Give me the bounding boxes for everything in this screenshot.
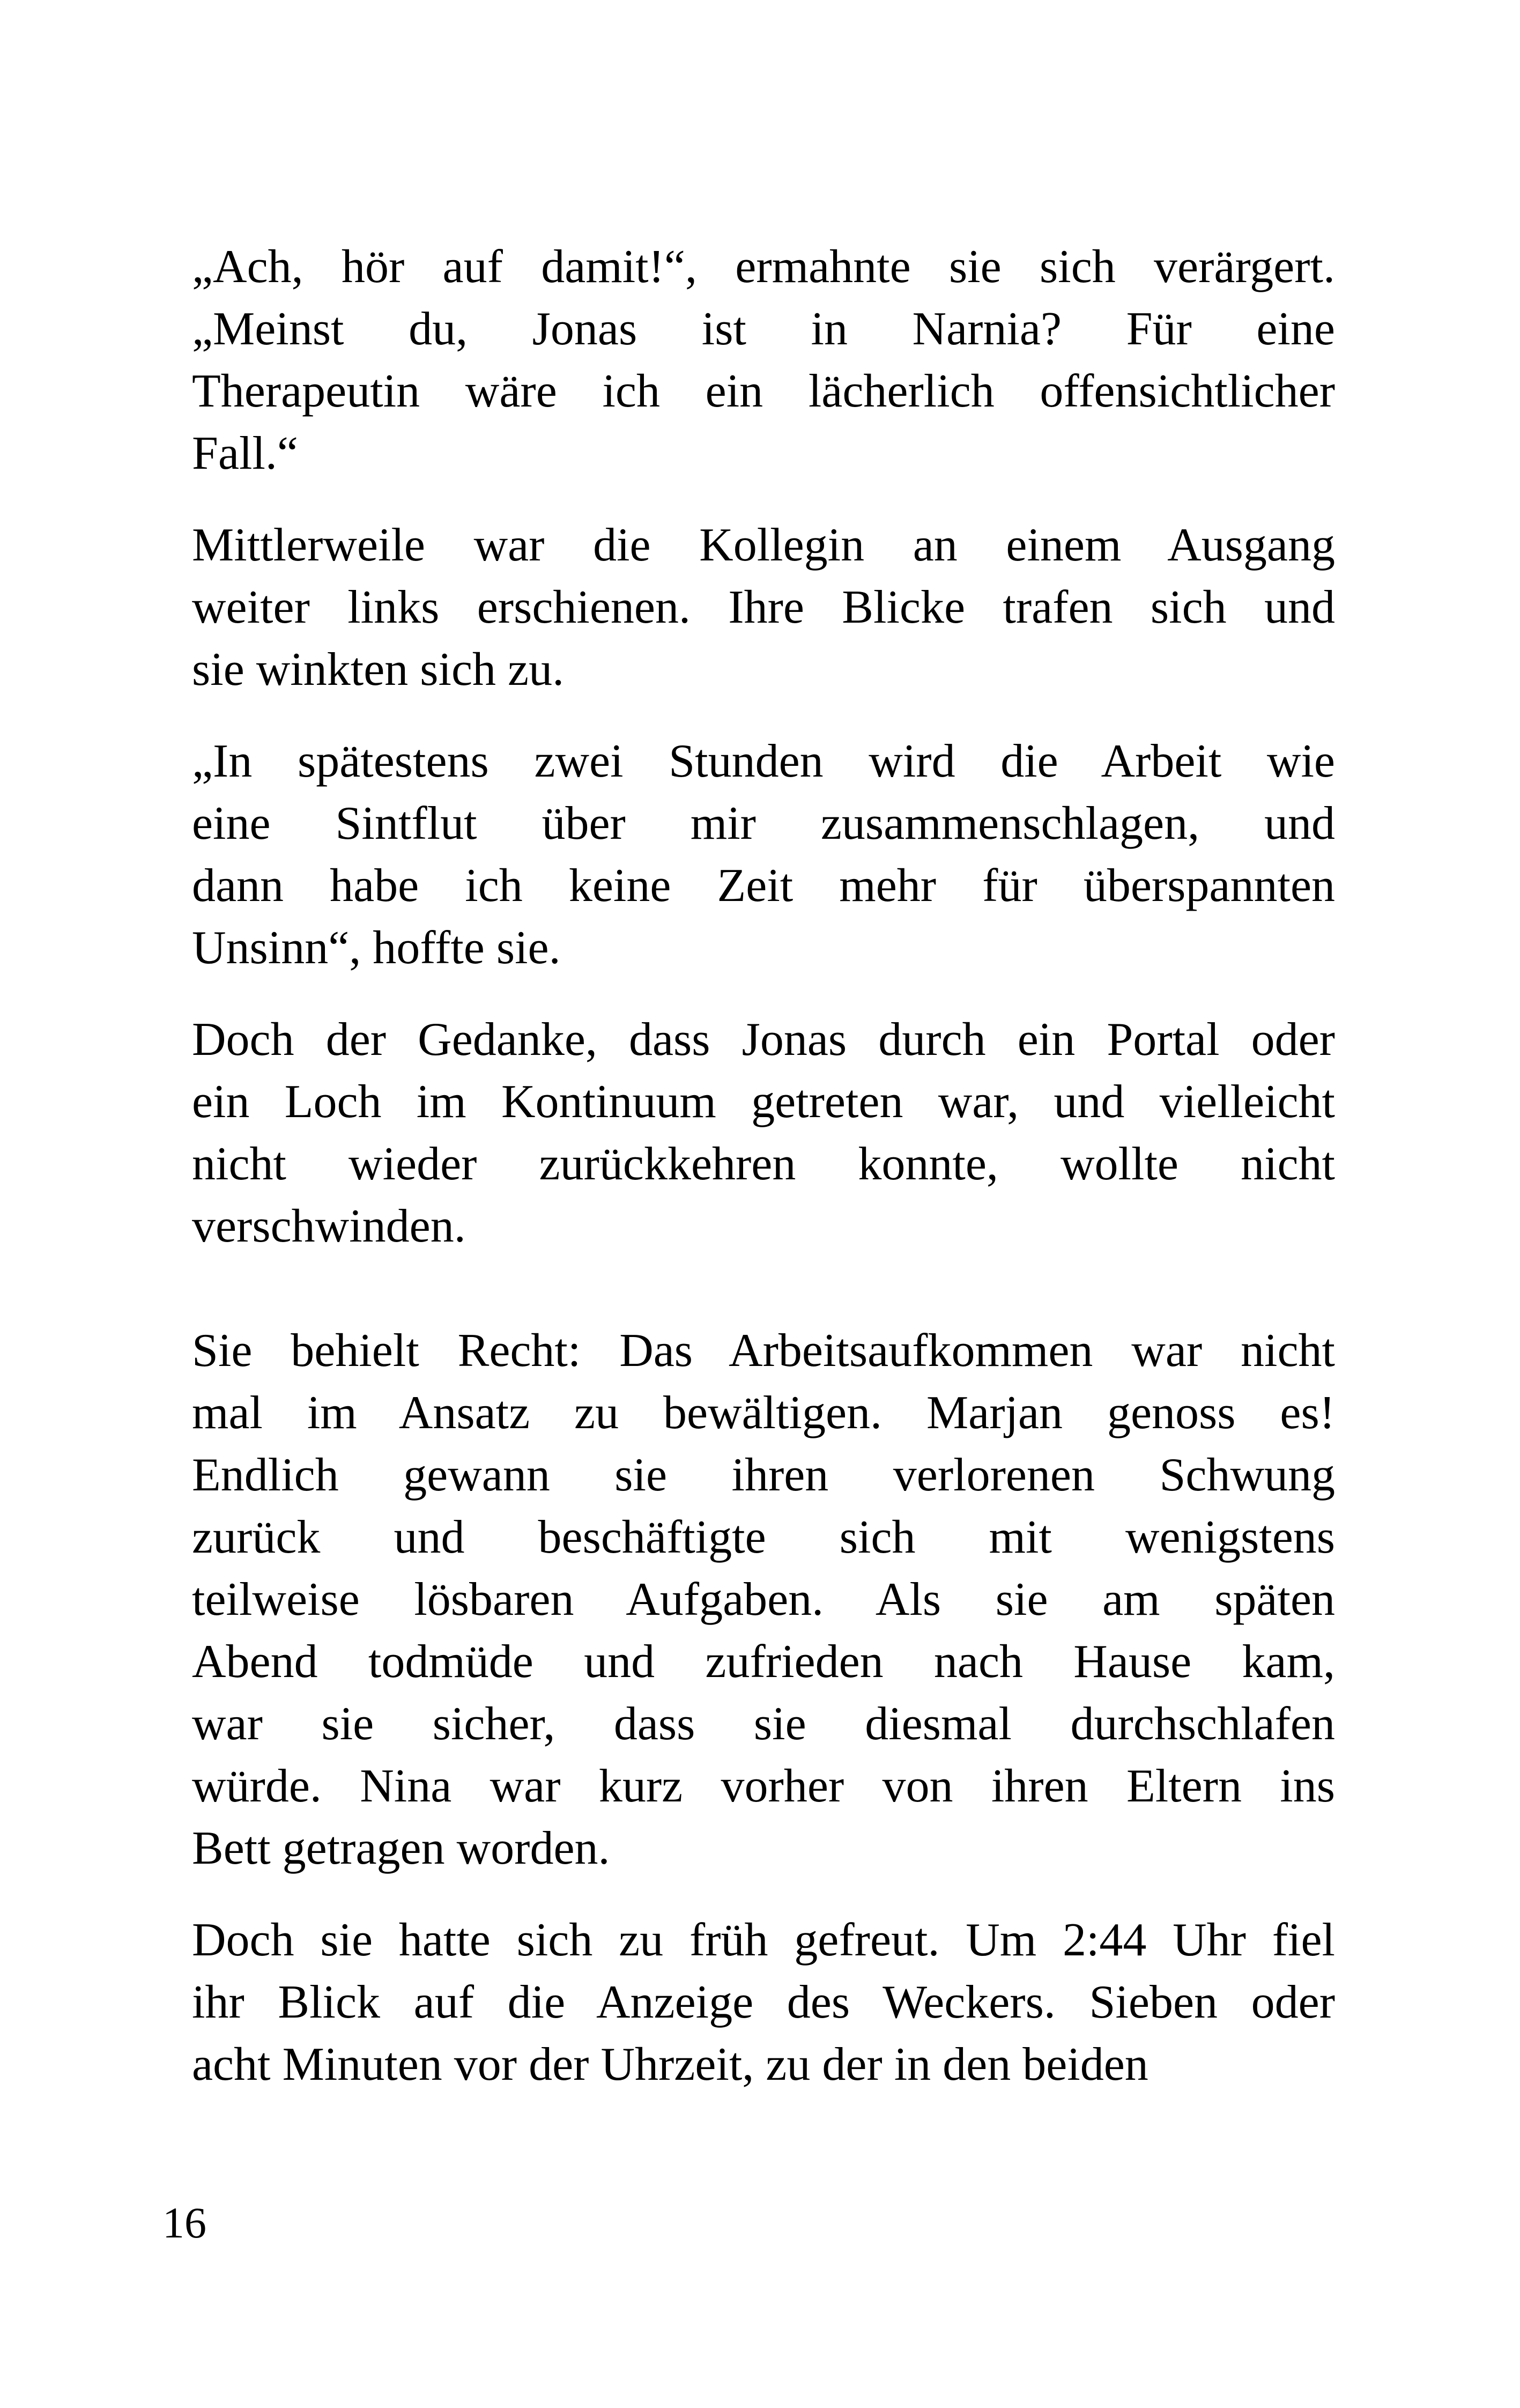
paragraph bbox=[192, 1009, 1335, 1258]
text-line: zurück und beschäftigte sich mit wenigstens bbox=[192, 1511, 1335, 1563]
page-text bbox=[192, 236, 1335, 2125]
text-line: „Meinst du, Jonas ist in Narnia? Für eine bbox=[192, 303, 1335, 355]
text-line: dann habe ich keine Zeit mehr für überspannten bbox=[192, 860, 1335, 912]
paragraph bbox=[192, 236, 1335, 485]
text-line: Abend todmüde und zufrieden nach Hause kam, bbox=[192, 1636, 1335, 1688]
text-line: nicht wieder zurückkehren konnte, wollte nicht bbox=[192, 1138, 1335, 1190]
text-line: teilweise lösbaren Aufgaben. Als sie am späten bbox=[192, 1574, 1335, 1626]
text-line: ein Loch im Kontinuum getreten war, und vielleicht bbox=[192, 1076, 1335, 1128]
text-line: acht Minuten vor der Uhrzeit, zu der in den beiden bbox=[192, 2038, 1148, 2091]
text-line: mal im Ansatz zu bewältigen. Marjan genoss es! bbox=[192, 1387, 1335, 1439]
text-line: Fall.“ bbox=[192, 427, 298, 479]
text-line: Doch der Gedanke, dass Jonas durch ein Portal oder bbox=[192, 1014, 1335, 1066]
paragraph bbox=[192, 1320, 1335, 1880]
page-number: 16 bbox=[162, 2198, 206, 2247]
text-line: Doch sie hatte sich zu früh gefreut. Um 2:44 Uhr fiel bbox=[192, 1914, 1335, 1966]
paragraph bbox=[192, 1909, 1335, 2096]
text-line: sie winkten sich zu. bbox=[192, 644, 565, 696]
text-line: weiter links erschienen. Ihre Blicke trafen sich und bbox=[192, 581, 1335, 633]
paragraph bbox=[192, 514, 1335, 701]
text-line: Bett getragen worden. bbox=[192, 1822, 610, 1874]
text-line: ihr Blick auf die Anzeige des Weckers. Sieben oder bbox=[192, 1976, 1335, 2028]
text-line: Unsinn“, hoffte sie. bbox=[192, 922, 561, 974]
text-line: Therapeutin wäre ich ein lächerlich offensichtlicher bbox=[192, 365, 1335, 417]
text-line: Mittlerweile war die Kollegin an einem Ausgang bbox=[192, 519, 1335, 571]
text-line: „In spätestens zwei Stunden wird die Arbeit wie bbox=[192, 735, 1335, 787]
text-line: Endlich gewann sie ihren verlorenen Schwung bbox=[192, 1449, 1335, 1501]
text-line: verschwinden. bbox=[192, 1200, 466, 1252]
text-line: Sie behielt Recht: Das Arbeitsaufkommen war nicht bbox=[192, 1325, 1335, 1377]
text-line: eine Sintflut über mir zusammenschlagen, und bbox=[192, 797, 1335, 850]
text-line: „Ach, hör auf damit!“, ermahnte sie sich verärgert. bbox=[192, 241, 1335, 293]
paragraph bbox=[192, 730, 1335, 979]
text-line: würde. Nina war kurz vorher von ihren Eltern ins bbox=[192, 1760, 1335, 1812]
text-line: war sie sicher, dass sie diesmal durchschlafen bbox=[192, 1698, 1335, 1750]
